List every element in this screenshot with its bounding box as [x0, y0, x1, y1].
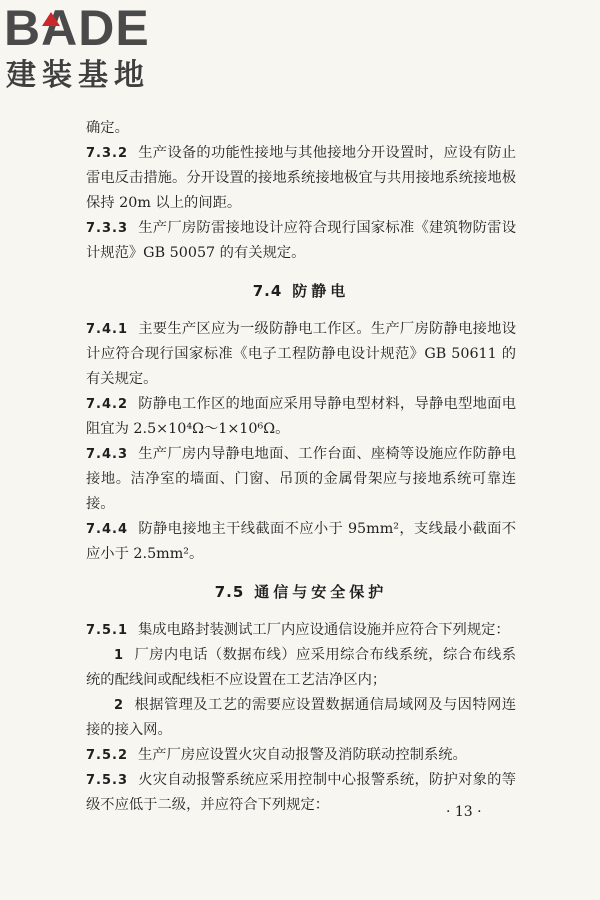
clause-text: 主要生产区应为一级防静电工作区。生产厂房防静电接地设计应符合现行国家标准《电子工程防静电设计规范》GB 50611 的有关规定。 [86, 321, 516, 387]
clause-text: 火灾自动报警系统应采用控制中心报警系统，防护对象的等级不应低于二级，并应符合下列规定： [86, 772, 516, 813]
item-text: 根据管理及工艺的需要应设置数据通信局域网及与因特网连接的接入网。 [86, 697, 516, 738]
clause-number: 7.4.3 [86, 447, 129, 462]
clause-text: 生产设备的功能性接地与其他接地分开设置时，应设有防止雷电反击措施。分开设置的接地系统接地极宜与共用接地系统接地极保持 20m 以上的间距。 [86, 145, 516, 211]
section-title: 通信与安全保护 [254, 583, 388, 601]
clause-text: 生产厂房防雷接地设计应符合现行国家标准《建筑物防雷设计规范》GB 50057 的有关规定。 [86, 220, 516, 261]
clause-number: 7.4.1 [86, 322, 129, 337]
bade-logo [4, 2, 184, 94]
section-title: 防静电 [292, 282, 350, 300]
clause-number: 7.4.4 [86, 522, 129, 537]
clause-7-4-1 [86, 317, 516, 392]
clause-7-5-2 [86, 743, 516, 768]
page-number: · 13 · [446, 804, 482, 820]
section-number: 7.5 [214, 583, 245, 601]
item-number: 2 [114, 698, 125, 713]
clause-7-3-2 [86, 141, 516, 216]
document-body [86, 116, 516, 818]
clause-7-4-2 [86, 392, 516, 442]
logo-subtitle: 建装基地 [6, 58, 150, 93]
clause-number: 7.5.3 [86, 773, 129, 788]
clause-number: 7.4.2 [86, 397, 129, 412]
clause-number: 7.5.2 [86, 748, 129, 763]
clause-text: 防静电接地主干线截面不应小于 95mm²，支线最小截面不应小于 2.5mm²。 [86, 521, 516, 562]
section-heading-7-5 [86, 580, 516, 605]
item-text: 厂房内电话（数据布线）应采用综合布线系统，综合布线系统的配线间或配线柜不应设置在工艺洁净区内； [86, 647, 516, 688]
clause-text: 生产厂房应设置火灾自动报警及消防联动控制系统。 [138, 747, 467, 763]
list-item-2 [86, 693, 516, 743]
logo-wordmark: BADE [4, 0, 150, 56]
section-number: 7.4 [252, 282, 283, 300]
clause-number: 7.5.1 [86, 623, 129, 638]
clause-7-5-1 [86, 618, 516, 643]
clause-7-4-3 [86, 442, 516, 517]
clause-7-4-4 [86, 517, 516, 567]
clause-number: 7.3.2 [86, 146, 129, 161]
clause-text: 防静电工作区的地面应采用导静电型材料，导静电型地面电阻宜为 2.5×10⁴Ω～1×10⁶Ω。 [86, 396, 516, 437]
item-number: 1 [114, 648, 125, 663]
logo-triangle-icon [42, 12, 60, 26]
list-item-1 [86, 643, 516, 693]
paragraph-continuation: 确定。 [86, 120, 129, 136]
clause-text: 生产厂房内导静电地面、工作台面、座椅等设施应作防静电接地。洁净室的墙面、门窗、吊顶的金属骨架应与接地系统可靠连接。 [86, 446, 516, 512]
clause-text: 集成电路封装测试工厂内应设通信设施并应符合下列规定： [138, 622, 510, 638]
clause-7-3-3 [86, 216, 516, 266]
section-heading-7-4 [86, 279, 516, 304]
clause-number: 7.3.3 [86, 221, 129, 236]
